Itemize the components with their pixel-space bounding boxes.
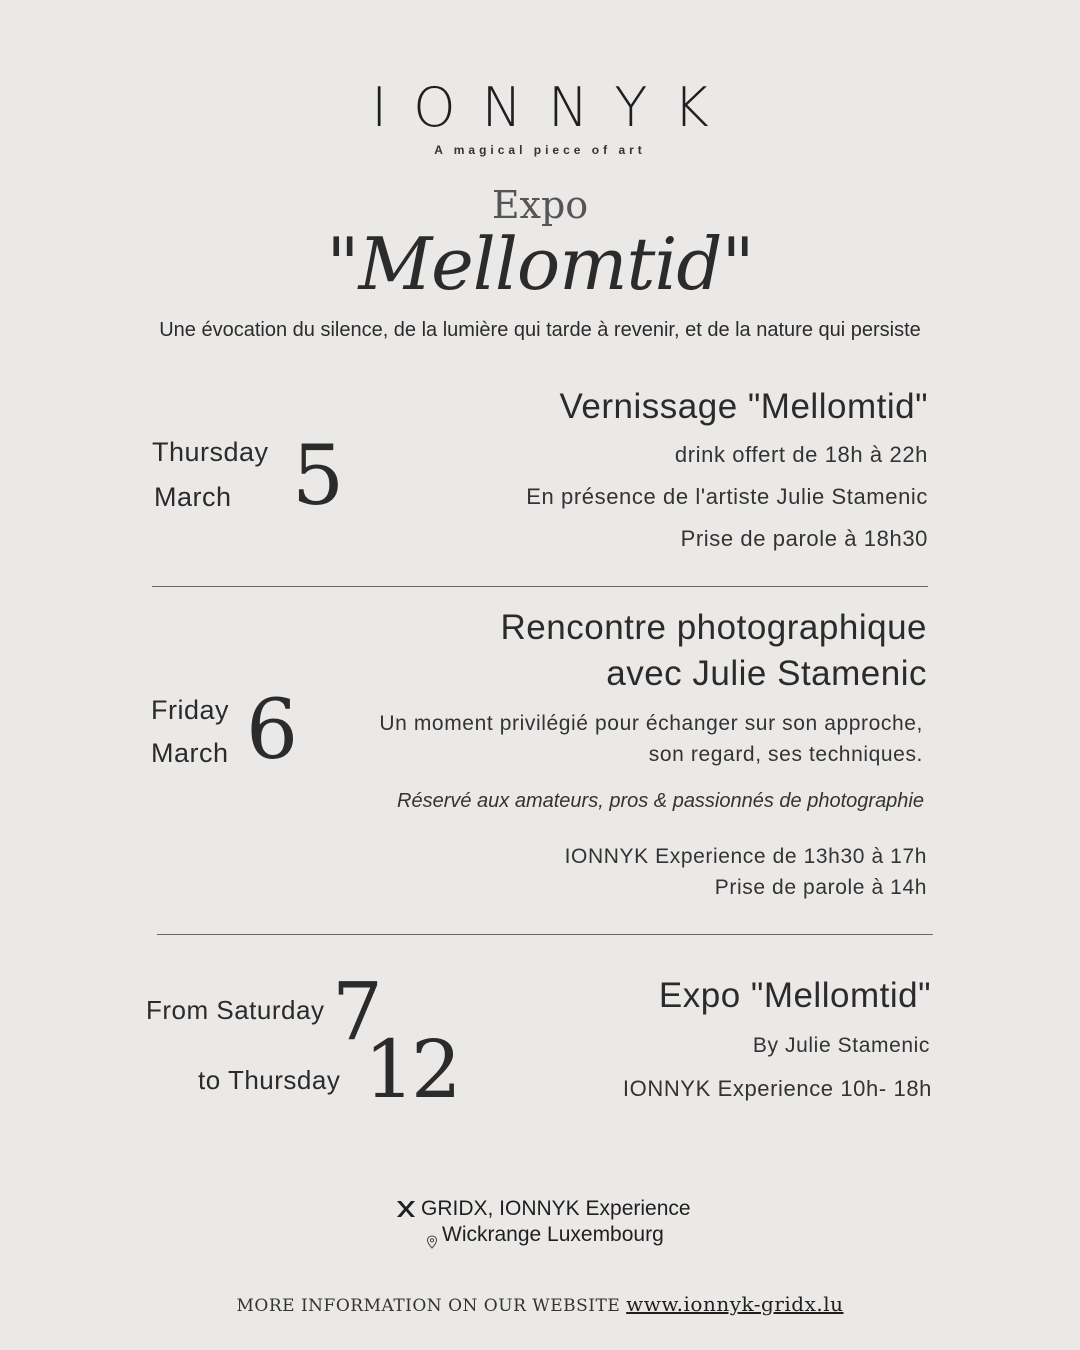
event3-title: Expo "Mellomtid" xyxy=(658,976,931,1015)
event2-info-line-2: Prise de parole à 14h xyxy=(714,876,927,899)
event1-day-number: 5 xyxy=(292,429,345,524)
exhibition-title: "Mellomtid" xyxy=(326,222,754,306)
venue-name: GRIDX, IONNYK Experience xyxy=(421,1197,691,1220)
event3-to-label: to Thursday xyxy=(198,1065,341,1095)
event3-from-label: From Saturday xyxy=(146,995,325,1025)
event3-from-day: 7 xyxy=(332,965,383,1058)
event3-line-1: By Julie Stamenic xyxy=(752,1034,930,1057)
event1-line-2: En présence de l'artiste Julie Stamenic xyxy=(526,484,928,509)
gridx-logo-icon xyxy=(395,1198,417,1220)
event1-line-1: drink offert de 18h à 22h xyxy=(674,442,928,467)
event2-title-line-2: avec Julie Stamenic xyxy=(606,654,927,693)
brand-logo: IONNYK xyxy=(371,76,735,139)
brand-tagline: A magical piece of art xyxy=(434,143,646,157)
location-pin-icon xyxy=(426,1235,438,1249)
event2-title-line-1: Rencontre photographique xyxy=(500,608,927,647)
event3-line-2: IONNYK Experience 10h- 18h xyxy=(622,1076,932,1101)
event3-to-day: 12 xyxy=(364,1023,458,1116)
venue-city: Wickrange Luxembourg xyxy=(442,1223,664,1246)
exhibition-subtitle: Une évocation du silence, de la lumière qui tarde à revenir, et de la nature qui persiste xyxy=(159,319,921,341)
event2-weekday: Friday xyxy=(151,695,230,725)
footer-info xyxy=(0,1292,1080,1316)
event2-day-number: 6 xyxy=(246,683,299,778)
divider-2 xyxy=(157,934,933,935)
event2-desc-line-2: son regard, ses techniques. xyxy=(648,743,923,766)
website-link[interactable]: www.ionnyk-gridx.lu xyxy=(626,1292,844,1316)
event2-info-line-1: IONNYK Experience de 13h30 à 17h xyxy=(564,845,927,868)
event1-month: March xyxy=(154,482,232,512)
expo-label: Expo xyxy=(491,183,589,227)
event1-line-3: Prise de parole à 18h30 xyxy=(680,526,928,551)
event2-audience-note: Réservé aux amateurs, pros & passionnés de photographie xyxy=(397,790,924,812)
event2-desc-line-1: Un moment privilégié pour échanger sur son approche, xyxy=(379,712,923,735)
footer-info-text: MORE INFORMATION ON OUR WEBSITE xyxy=(236,1296,621,1316)
event1-weekday: Thursday xyxy=(152,437,269,467)
event1-title: Vernissage "Mellomtid" xyxy=(559,387,928,426)
divider-1 xyxy=(152,586,928,587)
event2-month: March xyxy=(151,738,229,768)
